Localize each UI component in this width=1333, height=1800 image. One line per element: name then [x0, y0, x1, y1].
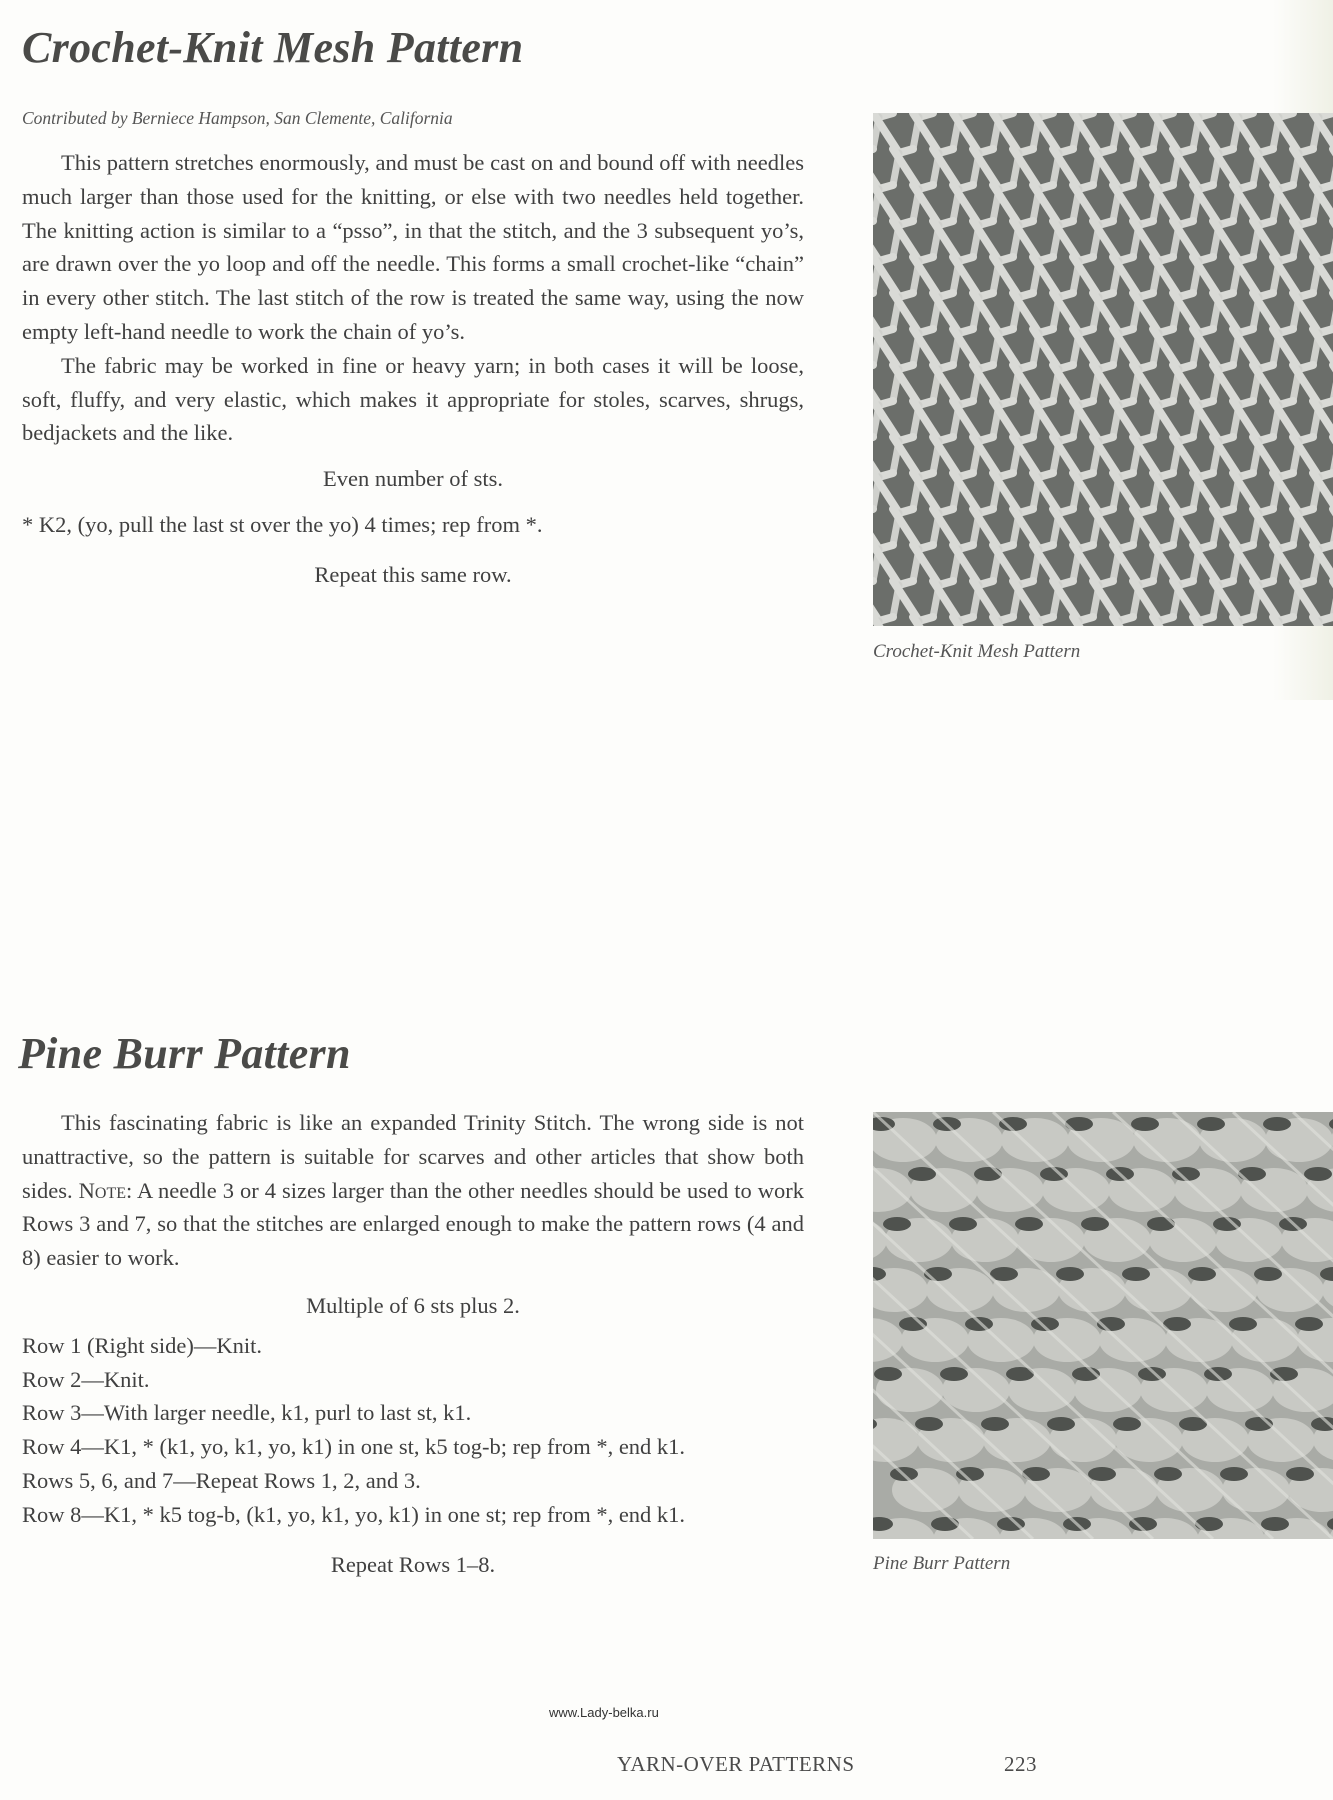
section2-rows-list	[22, 1329, 804, 1532]
mesh-texture-icon	[873, 113, 1333, 626]
section1-paragraph-1: This pattern stretches enormously, and must be cast on and bound off with needles much larger than those used for the knitting, or else with two needles held together. The knitting action is similar to a “psso”, in that the stitch, and the 3 subsequent yo’s, are drawn over the yo loop and off the needle. This forms a small crochet-like “chain” in every other stitch. The last stitch of the row is treated the same way, using the now empty left-hand needle to work the chain of yo’s.	[22, 150, 804, 344]
section-title-pine-burr: Pine Burr Pattern	[18, 1029, 351, 1078]
section1-instruction: * K2, (yo, pull the last st over the yo) 4 times; rep from *.	[22, 511, 543, 537]
section2-paragraph	[22, 1106, 804, 1275]
pattern-row: Row 3—With larger needle, k1, purl to last st, k1.	[22, 1400, 472, 1426]
running-head: YARN-OVER PATTERNS	[617, 1752, 855, 1776]
section2-repeat: Repeat Rows 1–8.	[330, 1551, 496, 1577]
pattern-row: Rows 5, 6, and 7—Repeat Rows 1, 2, and 3.	[22, 1467, 421, 1493]
section2-stitch-count: Multiple of 6 sts plus 2.	[306, 1292, 520, 1318]
pine-burr-texture-icon	[873, 1112, 1333, 1539]
pattern-row: Row 8—K1, * k5 tog-b, (k1, yo, k1, yo, k1) in one st; rep from *, end k1.	[22, 1501, 686, 1527]
pattern-row: Row 1 (Right side)—Knit.	[22, 1332, 262, 1358]
section-title-crochet-knit-mesh: Crochet-Knit Mesh Pattern	[22, 23, 524, 72]
pattern-row: Row 2—Knit.	[22, 1366, 150, 1392]
section2-paragraph-text-b: : A needle 3 or 4 sizes larger than the other needles should be used to work Rows 3 and 7, so that the stitches are enlarged enough to make the pattern rows (4 and 8) easier to work.	[22, 1177, 805, 1271]
contributor-credit: Contributed by Berniece Hampson, San Clemente, California	[22, 108, 453, 128]
knit-mesh-swatch-image	[873, 113, 1333, 626]
note-label: Note	[78, 1177, 126, 1203]
section2-body	[22, 1106, 804, 1581]
photo-caption-crochet-knit-mesh: Crochet-Knit Mesh Pattern	[873, 641, 1081, 662]
pine-burr-swatch-image	[873, 1112, 1333, 1539]
section2-paragraph-text-a: This fascinating fabric is like an expanded Trinity Stitch. The wrong side is not unattractive, so the pattern is suitable for scarves and other articles that show both sides.	[22, 1110, 804, 1203]
photo-caption-pine-burr: Pine Burr Pattern	[873, 1553, 1011, 1574]
page-number: 223	[1004, 1752, 1037, 1776]
website-watermark: www.Lady-belka.ru	[549, 1705, 659, 1720]
section1-stitch-count: Even number of sts.	[323, 466, 503, 492]
section1-body	[22, 146, 804, 592]
section1-paragraph-2: The fabric may be worked in fine or heavy yarn; in both cases it will be loose, soft, fluffy, and very elastic, which makes it appropriate for stoles, scarves, shrugs, bedjackets and the like.	[22, 352, 804, 446]
pattern-row: Row 4—K1, * (k1, yo, k1, yo, k1) in one st, k5 tog-b; rep from *, end k1.	[22, 1434, 686, 1460]
section1-repeat: Repeat this same row.	[314, 561, 512, 587]
